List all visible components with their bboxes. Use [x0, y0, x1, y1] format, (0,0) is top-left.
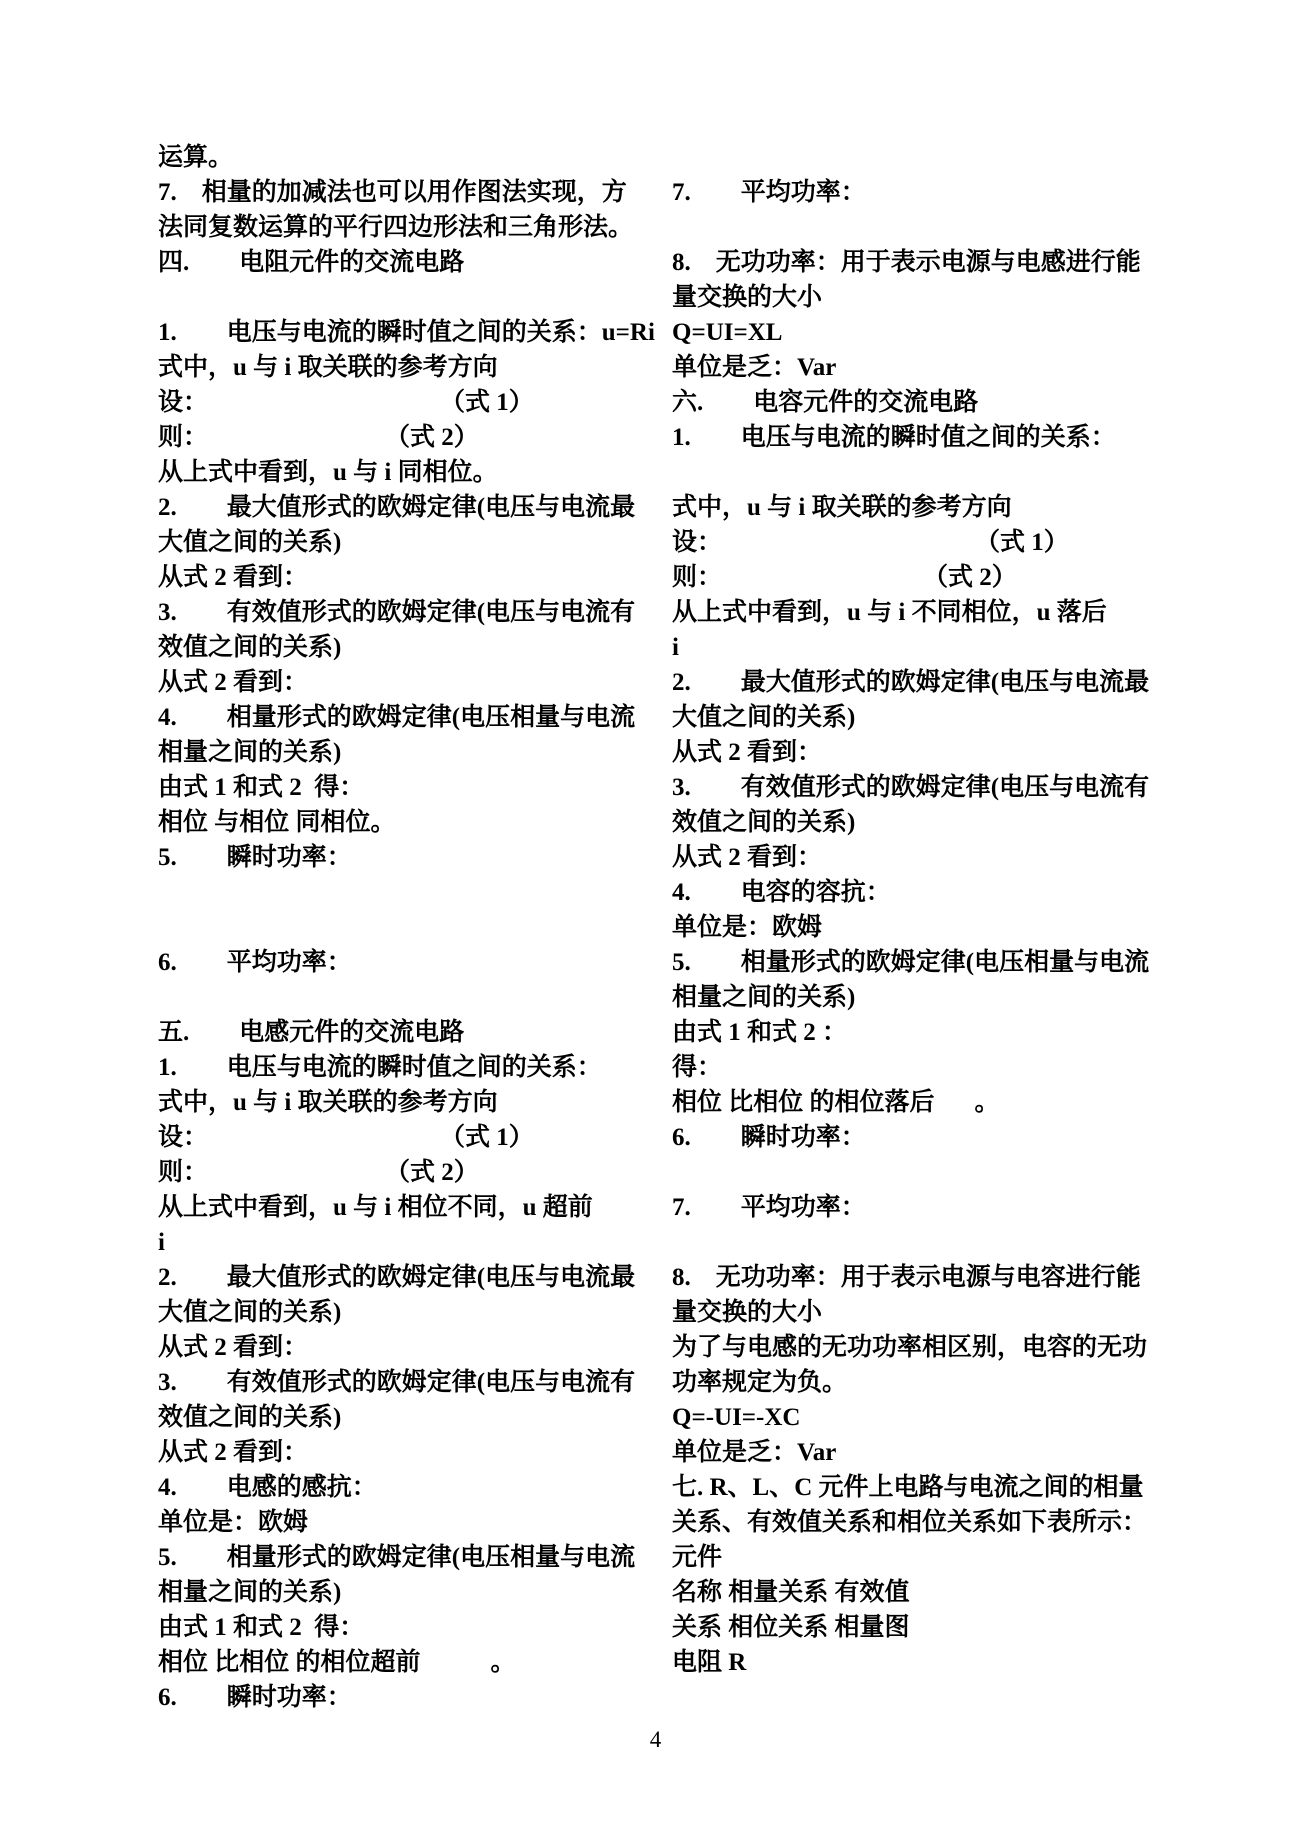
- line-text: 设：: [158, 1124, 209, 1151]
- line-text: 3. 有效值形式的欧姆定律(电压与电流有: [158, 1369, 636, 1396]
- text-line: [158, 1120, 642, 1155]
- line-text: 从上式中看到，u 与 i 相位不同，u 超前: [158, 1194, 593, 1221]
- text-line: [158, 350, 642, 385]
- text-line: [672, 1400, 1196, 1435]
- line-text: 单位是：欧姆: [672, 914, 823, 941]
- text-line: [158, 1050, 642, 1085]
- blank-line: [672, 1225, 1196, 1260]
- line-text: 式中，u 与 i 取关联的参考方向: [672, 494, 1012, 521]
- equation-tag: （式 2）: [385, 1159, 479, 1186]
- text-line: [672, 875, 1196, 910]
- line-text: 4. 相量形式的欧姆定律(电压相量与电流: [158, 704, 636, 731]
- text-line: [672, 805, 1196, 840]
- line-text: 量交换的大小: [672, 284, 823, 311]
- text-line: [158, 315, 655, 350]
- text-line: [158, 735, 642, 770]
- text-line: [158, 1365, 642, 1400]
- text-line: [158, 1645, 642, 1680]
- blank-line: [158, 875, 642, 910]
- text-line: [672, 770, 1196, 805]
- text-line: [672, 1050, 1196, 1085]
- line-text: 效值之间的关系): [158, 1404, 342, 1431]
- line-text: 3. 有效值形式的欧姆定律(电压与电流有: [672, 774, 1150, 801]
- blank-line: [672, 140, 1196, 175]
- line-text: 七. R、L、C 元件上电路与电流之间的相量: [672, 1474, 1144, 1501]
- text-line: [158, 840, 642, 875]
- period-mark: 。: [974, 1089, 1000, 1116]
- text-line: [158, 455, 642, 490]
- line-text: 7. 平均功率：: [672, 1194, 866, 1221]
- text-line: [672, 385, 1196, 420]
- blank-line: [158, 910, 642, 945]
- line-text: [158, 284, 164, 311]
- line-text: 运算。: [158, 144, 234, 171]
- line-text: Q=-UI=-XC: [672, 1404, 801, 1431]
- line-text: 相量之间的关系): [158, 739, 342, 766]
- line-text: 关系、有效值关系和相位关系如下表所示：: [672, 1509, 1148, 1536]
- line-text: 单位是乏：Var: [672, 1439, 837, 1466]
- line-text: 大值之间的关系): [158, 1299, 342, 1326]
- line-text: 效值之间的关系): [672, 809, 856, 836]
- line-text: 7. 相量的加减法也可以用作图法实现，方: [158, 179, 627, 206]
- line-text: 5. 瞬时功率：: [158, 844, 352, 871]
- text-line: [158, 1540, 642, 1575]
- text-line: [672, 595, 1196, 630]
- line-text: 4. 电感的感抗：: [158, 1474, 377, 1501]
- left-column: [158, 140, 655, 1715]
- text-line: [158, 1680, 642, 1715]
- line-text: 相量之间的关系): [672, 984, 856, 1011]
- text-line: [158, 1190, 642, 1225]
- line-text: 四. 电阻元件的交流电路: [158, 249, 465, 276]
- text-line: [672, 945, 1196, 980]
- line-text: 5. 相量形式的欧姆定律(电压相量与电流: [158, 1544, 636, 1571]
- equation-tag: （式 2）: [385, 424, 479, 451]
- text-line: [672, 175, 1196, 210]
- line-text: 从式 2 看到：: [158, 669, 309, 696]
- line-text: 相量之间的关系): [158, 1579, 342, 1606]
- text-line: [158, 525, 642, 560]
- line-text: 2. 最大值形式的欧姆定律(电压与电流最: [158, 494, 636, 521]
- text-line: [158, 700, 642, 735]
- line-text: [672, 1159, 678, 1186]
- line-text: 6. 瞬时功率：: [672, 1124, 866, 1151]
- equation-tag: （式 1）: [440, 1124, 534, 1151]
- period-mark: 。: [490, 1649, 516, 1676]
- line-text: 从式 2 看到：: [158, 1439, 309, 1466]
- line-text: 则：: [672, 564, 723, 591]
- text-line: [158, 1505, 642, 1540]
- equation-tag: （式 1）: [975, 529, 1069, 556]
- line-text: 则：: [158, 424, 209, 451]
- text-line: [158, 1155, 642, 1190]
- text-line: [672, 910, 1196, 945]
- text-line: [672, 1085, 1196, 1120]
- line-text: 2. 最大值形式的欧姆定律(电压与电流最: [158, 1264, 636, 1291]
- line-text: 量交换的大小: [672, 1299, 823, 1326]
- text-line: [672, 1295, 1196, 1330]
- line-text: 功率规定为负。: [672, 1369, 848, 1396]
- line-text: 从上式中看到，u 与 i 不同相位，u 落后: [672, 599, 1107, 626]
- line-text: [672, 214, 678, 241]
- line-text: 大值之间的关系): [672, 704, 856, 731]
- text-line: [672, 1120, 1196, 1155]
- text-line: [672, 665, 1196, 700]
- line-text: [672, 144, 678, 171]
- text-line: [672, 245, 1196, 280]
- line-text: 六. 电容元件的交流电路: [672, 389, 979, 416]
- equation-tag: （式 2）: [923, 564, 1017, 591]
- text-line: [672, 630, 1196, 665]
- text-line: [672, 1015, 1196, 1050]
- line-text: 式中，u 与 i 取关联的参考方向: [158, 1089, 498, 1116]
- text-line: [672, 280, 1196, 315]
- text-line: [672, 420, 1196, 455]
- text-line: [672, 1365, 1196, 1400]
- text-line: [158, 140, 642, 175]
- text-line: [672, 1435, 1196, 1470]
- equation-tag: （式 1）: [440, 389, 534, 416]
- line-text: 1. 电压与电流的瞬时值之间的关系：u=Ri: [158, 319, 655, 346]
- blank-line: [158, 280, 642, 315]
- text-line: [158, 245, 642, 280]
- text-line: [158, 1610, 642, 1645]
- text-line: [158, 420, 642, 455]
- line-text: 得：: [672, 1054, 723, 1081]
- text-line: [672, 350, 1196, 385]
- text-line: [672, 1645, 1196, 1680]
- text-line: [158, 805, 642, 840]
- line-text: [672, 459, 678, 486]
- line-text: 式中，u 与 i 取关联的参考方向: [158, 354, 498, 381]
- text-line: [672, 315, 1196, 350]
- text-line: [158, 1085, 642, 1120]
- page-number: 4: [649, 1727, 662, 1752]
- text-line: [672, 1260, 1196, 1295]
- text-line: [672, 1190, 1196, 1225]
- line-text: i: [158, 1229, 165, 1256]
- line-text: 6. 平均功率：: [158, 949, 352, 976]
- line-text: 7. 平均功率：: [672, 179, 866, 206]
- text-line: [158, 1575, 642, 1610]
- text-line: [158, 1435, 642, 1470]
- text-line: [158, 1400, 642, 1435]
- text-line: [158, 945, 642, 980]
- line-text: 1. 电压与电流的瞬时值之间的关系：: [158, 1054, 602, 1081]
- blank-line: [672, 210, 1196, 245]
- line-text: [158, 914, 164, 941]
- line-text: 5. 相量形式的欧姆定律(电压相量与电流: [672, 949, 1150, 976]
- line-text: 大值之间的关系): [158, 529, 342, 556]
- line-text: 从式 2 看到：: [158, 564, 309, 591]
- line-text: 由式 1 和式 2 得：: [158, 774, 365, 801]
- text-line: [158, 1015, 642, 1050]
- line-text: 单位是：欧姆: [158, 1509, 309, 1536]
- line-text: 五. 电感元件的交流电路: [158, 1019, 465, 1046]
- line-text: 元件: [672, 1544, 723, 1571]
- blank-line: [672, 455, 1196, 490]
- line-text: [158, 984, 164, 1011]
- line-text: 相位 与相位 同相位。: [158, 809, 396, 836]
- text-line: [672, 1470, 1196, 1505]
- line-text: 从式 2 看到：: [672, 739, 823, 766]
- line-text: 从上式中看到，u 与 i 同相位。: [158, 459, 498, 486]
- text-line: [672, 490, 1196, 525]
- line-text: 从式 2 看到：: [672, 844, 823, 871]
- line-text: 效值之间的关系): [158, 634, 342, 661]
- line-text: 6. 瞬时功率：: [158, 1684, 352, 1711]
- right-column: [672, 140, 1196, 1680]
- line-text: 设：: [672, 529, 723, 556]
- line-text: i: [672, 634, 679, 661]
- line-text: 从式 2 看到：: [158, 1334, 309, 1361]
- text-line: [158, 210, 642, 245]
- line-text: [158, 879, 164, 906]
- line-text: 8. 无功功率：用于表示电源与电感进行能: [672, 249, 1141, 276]
- line-text: 8. 无功功率：用于表示电源与电容进行能: [672, 1264, 1141, 1291]
- text-line: [158, 1470, 642, 1505]
- line-text: 1. 电压与电流的瞬时值之间的关系：: [672, 424, 1116, 451]
- text-line: [158, 385, 642, 420]
- text-line: [158, 175, 642, 210]
- text-line: [158, 1330, 642, 1365]
- text-line: [672, 1540, 1196, 1575]
- text-line: [158, 1225, 642, 1260]
- text-line: [158, 560, 642, 595]
- text-line: [672, 560, 1196, 595]
- line-text: 相位 比相位 的相位超前: [158, 1649, 421, 1676]
- line-text: 4. 电容的容抗：: [672, 879, 891, 906]
- text-line: [672, 525, 1196, 560]
- line-text: 电阻 R: [672, 1649, 747, 1676]
- text-line: [158, 630, 642, 665]
- text-line: [672, 1505, 1196, 1540]
- text-line: [672, 980, 1196, 1015]
- line-text: 设：: [158, 389, 209, 416]
- text-line: [158, 770, 642, 805]
- text-line: [158, 595, 642, 630]
- line-text: 由式 1 和式 2 得：: [158, 1614, 365, 1641]
- blank-line: [672, 1155, 1196, 1190]
- blank-line: [158, 980, 642, 1015]
- line-text: 由式 1 和式 2 ：: [672, 1019, 848, 1046]
- text-line: [158, 1260, 642, 1295]
- line-text: [672, 1229, 678, 1256]
- text-line: [672, 840, 1196, 875]
- line-text: 3. 有效值形式的欧姆定律(电压与电流有: [158, 599, 636, 626]
- line-text: 名称 相量关系 有效值: [672, 1579, 910, 1606]
- text-line: [672, 735, 1196, 770]
- text-line: [672, 1330, 1196, 1365]
- line-text: 单位是乏：Var: [672, 354, 837, 381]
- text-line: [672, 1610, 1196, 1645]
- text-line: [158, 665, 642, 700]
- line-text: Q=UI=XL: [672, 319, 783, 346]
- line-text: 关系 相位关系 相量图: [672, 1614, 910, 1641]
- line-text: 为了与电感的无功功率相区别，电容的无功: [672, 1334, 1148, 1361]
- line-text: 2. 最大值形式的欧姆定律(电压与电流最: [672, 669, 1150, 696]
- line-text: 则：: [158, 1159, 209, 1186]
- text-line: [672, 700, 1196, 735]
- text-line: [672, 1575, 1196, 1610]
- text-line: [158, 1295, 642, 1330]
- text-line: [158, 490, 642, 525]
- line-text: 相位 比相位 的相位落后: [672, 1089, 935, 1116]
- line-text: 法同复数运算的平行四边形法和三角形法。: [158, 214, 634, 241]
